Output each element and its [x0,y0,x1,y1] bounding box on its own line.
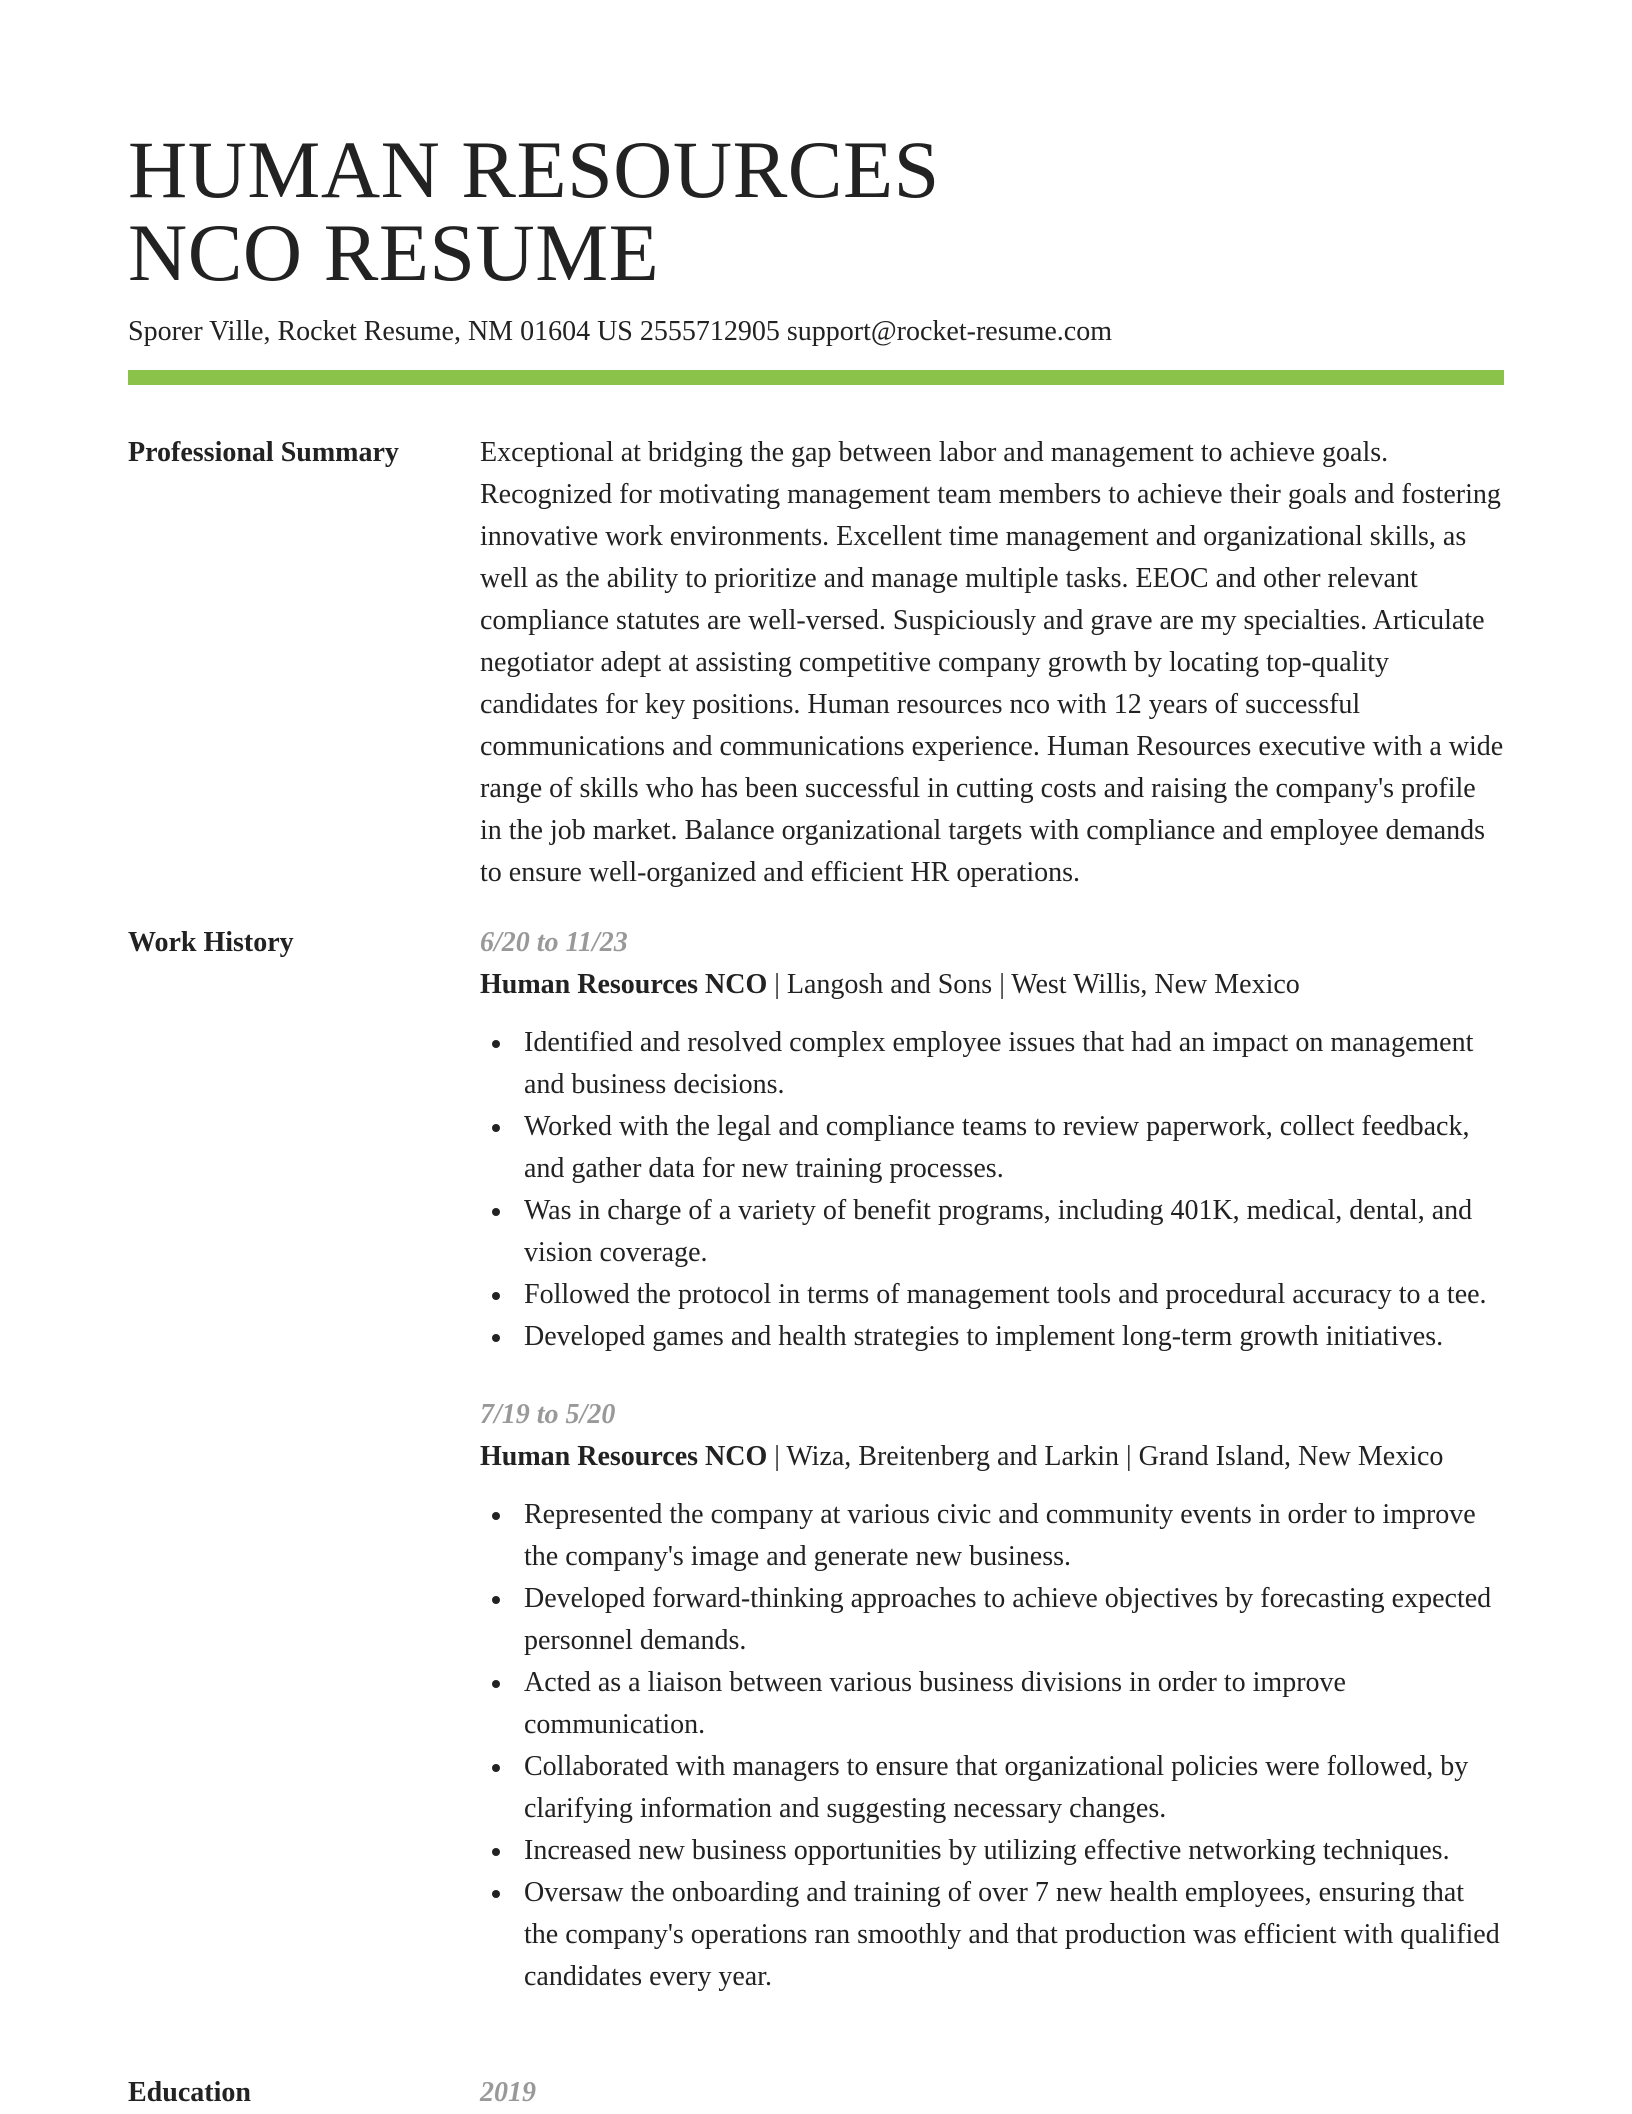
accent-divider [128,370,1504,385]
job-dates: 7/19 to 5/20 [480,1399,616,1430]
education-body [480,2072,1504,2114]
job-bullet: Collaborated with managers to ensure that organizational policies were followed, by clarifying information and suggesting necessary changes. [524,1746,1504,1830]
job-title: Human Resources NCO [480,1441,768,1472]
job-title: Human Resources NCO [480,969,768,1000]
job-bullet: Developed forward-thinking approaches to achieve objectives by forecasting expected personnel demands. [524,1578,1504,1662]
work-history-body [480,922,1504,2034]
job-details: | Wiza, Breitenberg and Larkin | Grand Island, New Mexico [767,1441,1444,1472]
professional-summary-body [480,432,1504,894]
job-bullet: Represented the company at various civic and community events in order to improve the company's image and generate new business. [524,1494,1504,1578]
resume-title-line-1: HUMAN RESOURCES [128,124,940,215]
job-bullet: Increased new business opportunities by utilizing effective networking techniques. [524,1830,1504,1872]
job-bullet: Followed the protocol in terms of management tools and procedural accuracy to a tee. [524,1274,1504,1316]
education-dates: 2019 [480,2077,536,2108]
job-heading [480,964,1504,1006]
section-label-education: Education [128,2077,251,2108]
job-bullet: Was in charge of a variety of benefit programs, including 401K, medical, dental, and vision coverage. [524,1190,1504,1274]
resume-title-line-2: NCO RESUME [128,207,660,298]
job-bullets [480,1022,1504,1358]
professional-summary-text: Exceptional at bridging the gap between labor and management to achieve goals. Recognized for motivating management team members to achieve their goals and fostering innovative work environments. Excellent time management and organizational skills, as well as the ability to prioritize and manage multiple tasks. EEOC and other relevant compliance statutes are well-versed. Suspiciously and grave are my specialties. Articulate negotiator adept at assisting competitive company growth by locating top-quality candidates for key positions. Human resources nco with 12 years of successful communications and communications experience. Human Resources executive with a wide range of skills who has been successful in cutting costs and raising the company's profile in the job market. Balance organizational targets with compliance and employee demands to ensure well-organized and efficient HR operations. [480,437,1504,888]
resume-title [128,124,940,298]
job-bullet: Worked with the legal and compliance teams to review paperwork, collect feedback, and gather data for new training processes. [524,1106,1504,1190]
section-label-work-history: Work History [128,927,294,958]
job-bullet: Identified and resolved complex employee issues that had an impact on management and business decisions. [524,1022,1504,1106]
job-entry [480,922,1504,1358]
job-details: | Langosh and Sons | West Willis, New Mexico [767,969,1300,1000]
job-bullet: Developed games and health strategies to implement long-term growth initiatives. [524,1316,1504,1358]
job-bullet: Oversaw the onboarding and training of over 7 new health employees, ensuring that the company's operations ran smoothly and that production was efficient with qualified candidates every year. [524,1872,1504,1998]
contact-info: Sporer Ville, Rocket Resume, NM 01604 US 2555712905 support@rocket-resume.com [128,316,1113,347]
job-heading [480,1436,1504,1478]
job-bullets [480,1494,1504,1998]
job-bullet: Acted as a liaison between various business divisions in order to improve communication. [524,1662,1504,1746]
section-label-professional-summary: Professional Summary [128,437,399,468]
job-entry [480,1394,1504,1998]
job-dates: 6/20 to 11/23 [480,927,628,958]
